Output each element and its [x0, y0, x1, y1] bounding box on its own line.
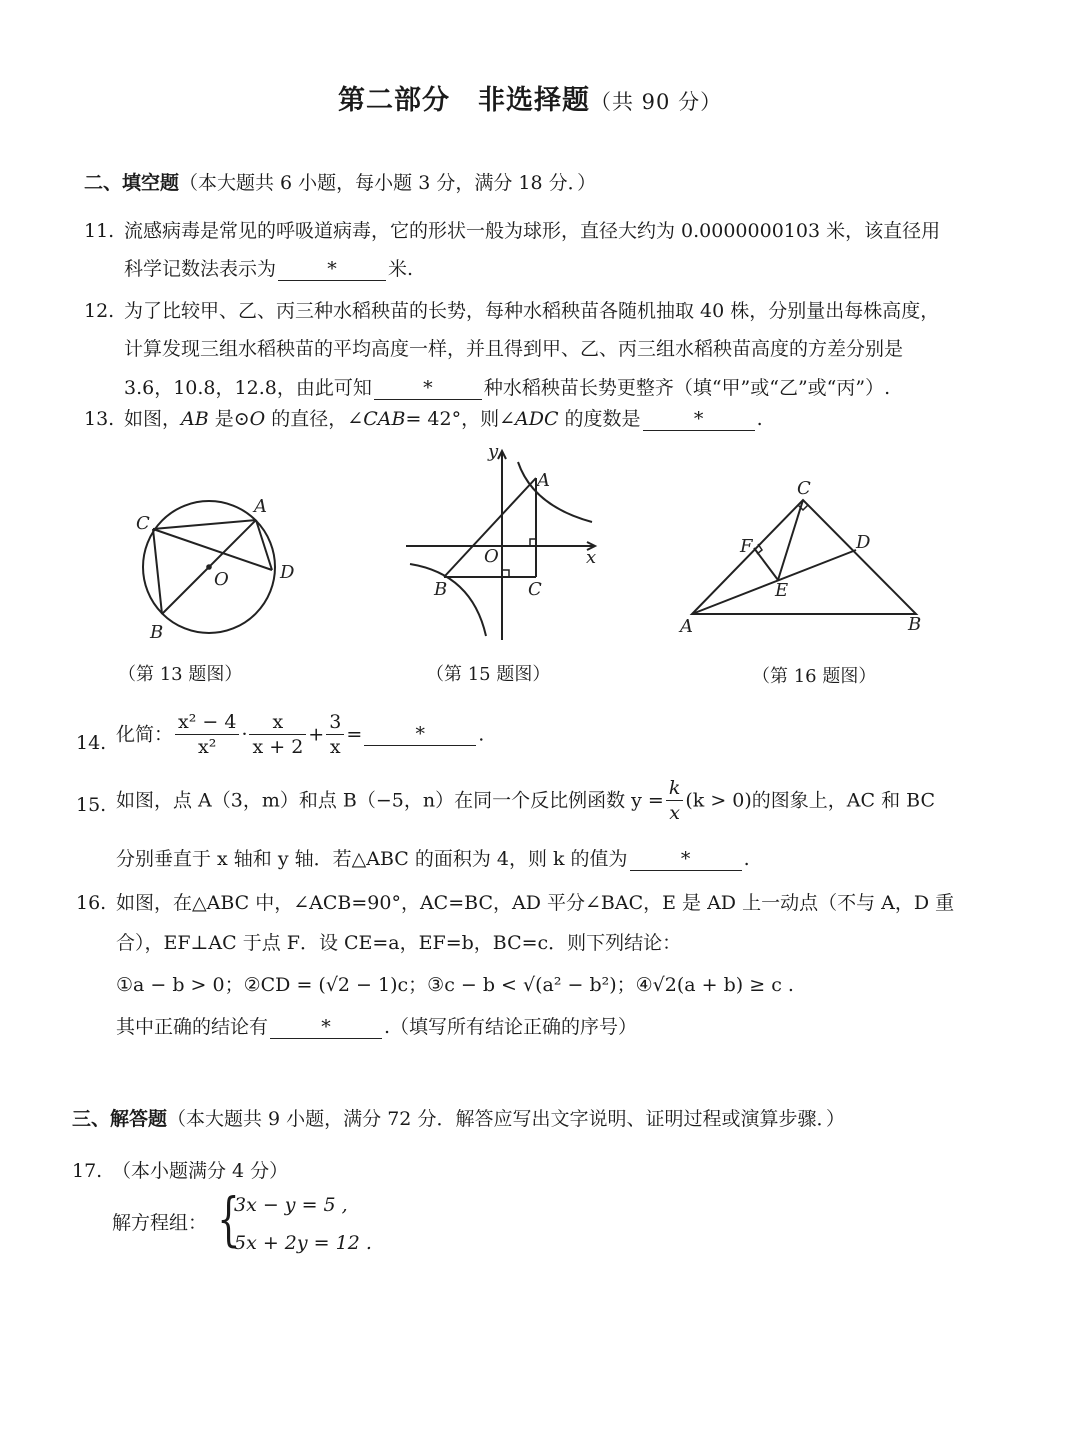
question-16-line4: 其中正确的结论有 * .（填写所有结论正确的序号）: [116, 1016, 638, 1038]
chord-ca: [153, 520, 256, 529]
figure-15: [400, 440, 610, 645]
figure-16: [670, 472, 930, 642]
section-label: 三、解答题: [72, 1108, 168, 1130]
label-x: x: [586, 547, 597, 568]
label-a: A: [254, 496, 267, 517]
chord-cb: [153, 529, 162, 614]
question-13-text: 如图，AB 是⊙O 的直径，∠CAB= 42°，则∠ADC 的度数是 * .: [124, 408, 763, 430]
section-desc: （本大题共 6 小题，每小题 3 分，满分 18 分．）: [179, 172, 597, 194]
question-14-number: 14.: [76, 732, 107, 754]
center-dot: [206, 564, 212, 570]
answer-blank-14[interactable]: *: [364, 723, 476, 746]
segment-ad: [692, 550, 856, 614]
label-f: F: [740, 536, 753, 557]
section-label: 二、填空题: [84, 172, 180, 194]
section-desc: （本大题共 9 小题，满分 72 分．解答应写出文字说明、证明过程或演算步骤．）: [167, 1108, 845, 1130]
question-12-number: 12.: [84, 300, 115, 322]
question-11-line2: 科学记数法表示为 * 米.: [124, 258, 414, 280]
question-17-note: （本小题满分 4 分）: [112, 1160, 289, 1182]
question-14-expression: 化简： $\frac{\text{x² − 4}}{\text{x²}}$ · $\frac{x}{x + 2}$ + $\frac{3}{x}$ = * .: [116, 711, 485, 758]
question-17-number: 17.: [72, 1160, 103, 1182]
question-15-line1: 如图，点 A（3，m）和点 B（−5，n）在同一个反比例函数 y = $\frac{k}{x}$ (k > 0)的图象上，AC 和 BC: [116, 777, 935, 824]
question-12-line2: 计算发现三组水稻秧苗的平均高度一样，并且得到甲、乙、丙三组水稻秧苗高度的方差分别是: [124, 338, 904, 360]
page-title: [338, 78, 722, 117]
question-16-line1: 如图，在△ABC 中，∠ACB=90°，AC=BC，AD 平分∠BAC，E 是 AD 上一动点（不与 A，D 重: [116, 892, 955, 914]
question-13-number: 13.: [84, 408, 115, 430]
label-o: O: [214, 569, 229, 590]
label-a: A: [680, 616, 693, 637]
answer-blank-13[interactable]: *: [643, 408, 755, 431]
hyperbola-upper: [518, 462, 592, 522]
label-c: C: [797, 478, 811, 499]
label-o: O: [484, 546, 499, 567]
figure-13: [120, 482, 320, 652]
title-sub: （共 90 分）: [590, 90, 723, 114]
hyperbola-lower: [410, 564, 486, 636]
answer-blank-11[interactable]: *: [278, 258, 386, 281]
question-16-number: 16.: [76, 892, 107, 914]
title-main: 第二部分 非选择题: [338, 85, 590, 116]
label-b: B: [150, 622, 164, 643]
label-b: B: [908, 614, 922, 635]
label-d: D: [856, 532, 871, 553]
section-header-solutions: [72, 1104, 845, 1131]
answer-blank-16[interactable]: *: [270, 1016, 382, 1039]
question-17-prompt: 解方程组：: [112, 1212, 208, 1234]
label-c: C: [136, 513, 150, 534]
answer-blank-15[interactable]: *: [630, 848, 742, 871]
question-15-number: 15.: [76, 794, 107, 816]
caption-fig15: （第 15 题图）: [426, 664, 551, 685]
equation-2: 5x + 2y = 12 .: [234, 1232, 372, 1254]
label-b: B: [434, 579, 448, 600]
question-15-line2: 分别垂直于 x 轴和 y 轴．若△ABC 的面积为 4，则 k 的值为 * .: [116, 848, 750, 870]
section-header-fill-in: [84, 168, 596, 195]
label-e: E: [775, 580, 789, 601]
triangle-abc: [692, 500, 916, 614]
equation-brace: {: [217, 1185, 240, 1253]
question-11-line1: 流感病毒是常见的呼吸道病毒，它的形状一般为球形，直径大约为 0.0000000103 米，该直径用: [124, 220, 941, 242]
label-c: C: [528, 579, 542, 600]
label-a: A: [537, 470, 550, 491]
label-d: D: [280, 562, 295, 583]
caption-fig16: （第 16 题图）: [752, 666, 877, 687]
chord-ad: [256, 520, 272, 570]
question-16-line2: 合），EF⊥AC 于点 F．设 CE=a，EF=b，BC=c．则下列结论：: [116, 932, 682, 954]
question-12-line3: 3.6，10.8，12.8，由此可知 * 种水稻秧苗长势更整齐（填“甲”或“乙”或“丙”）.: [124, 377, 891, 399]
question-11-number: 11.: [84, 220, 115, 242]
equation-1: 3x − y = 5 ,: [234, 1194, 348, 1216]
answer-blank-12[interactable]: *: [374, 377, 482, 400]
question-16-line3: ①a − b > 0；②CD = (√2 − 1)c；③c − b < √(a² − b²)；④√2(a + b) ≥ c .: [116, 974, 794, 996]
question-12-line1: 为了比较甲、乙、丙三种水稻秧苗的长势，每种水稻秧苗各随机抽取 40 株，分别量出每株高度，: [124, 300, 940, 322]
label-y: y: [488, 441, 499, 462]
caption-fig13: （第 13 题图）: [118, 664, 243, 685]
